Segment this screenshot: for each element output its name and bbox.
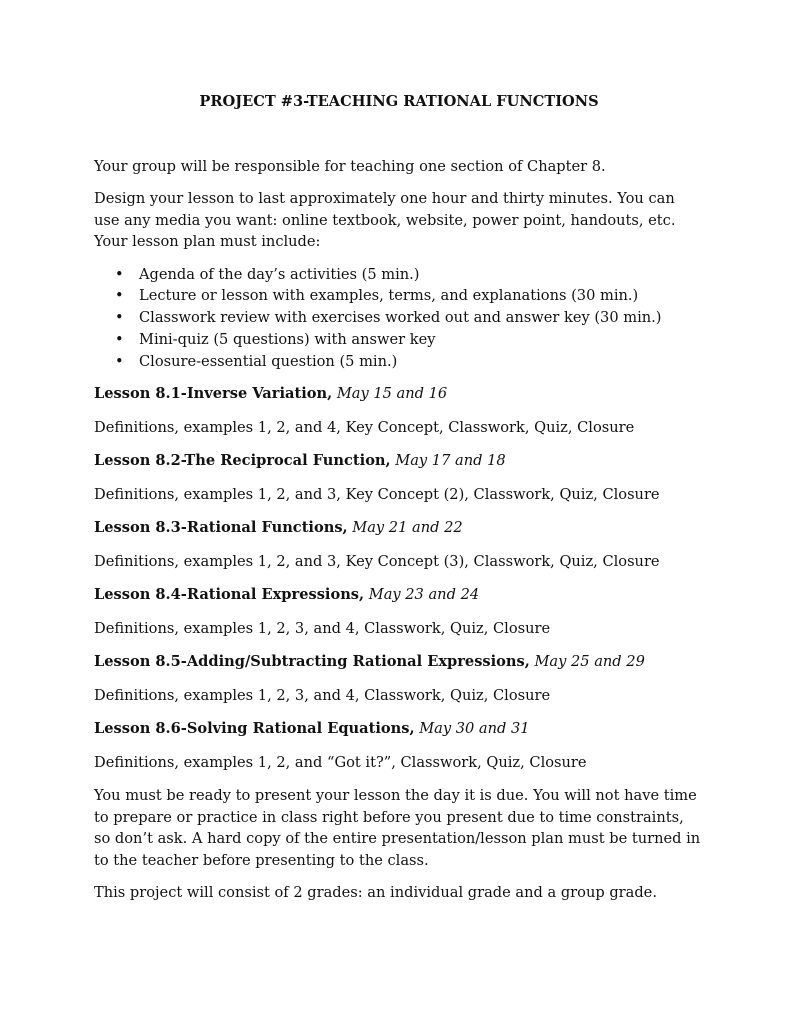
- grades-paragraph: This project will consist of 2 grades: an individual grade and a group grade.: [94, 884, 657, 902]
- list-item: • Closure-essential question (5 min.): [139, 351, 704, 373]
- lesson-description: Definitions, examples 1, 2, 3, and 4, Classwork, Quiz, Closure: [94, 686, 551, 704]
- lesson-title: Lesson 8.5-Adding/Subtracting Rational Expressions,: [94, 653, 530, 671]
- lesson-heading: [94, 383, 704, 405]
- lesson-title: Lesson 8.2-The Reciprocal Function,: [94, 452, 391, 470]
- lesson-heading: [94, 651, 704, 673]
- lesson-title: Lesson 8.1-Inverse Variation,: [94, 385, 333, 403]
- list-item: • Classwork review with exercises worked out and answer key (30 min.): [139, 307, 704, 329]
- lesson-date: May 15 and 16: [336, 385, 448, 403]
- requirements-list: [94, 264, 704, 373]
- page-title: PROJECT #3-TEACHING RATIONAL FUNCTIONS: [199, 93, 599, 110]
- lesson-date: May 17 and 18: [395, 452, 506, 470]
- lesson-heading: [94, 517, 704, 539]
- lesson-description: Definitions, examples 1, 2, 3, and 4, Classwork, Quiz, Closure: [94, 619, 551, 637]
- design-paragraph: Design your lesson to last approximately one hour and thirty minutes. You can use any media you want: online textbook, website, power point, handouts, etc. Your lesson plan must include:: [94, 190, 676, 250]
- lesson-date: May 23 and 24: [368, 586, 480, 604]
- ready-paragraph: You must be ready to present your lesson the day it is due. You will not have time to prepare or practice in class right before you present due to time constraints, so don’t ask. A hard copy of the entire presentation/lesson plan must be turned in to the teacher before presenting to the class.: [94, 787, 701, 869]
- lesson-heading: [94, 450, 704, 472]
- lesson-description: Definitions, examples 1, 2, and 3, Key Concept (2), Classwork, Quiz, Closure: [94, 485, 660, 503]
- lesson-title: Lesson 8.6-Solving Rational Equations,: [94, 720, 415, 738]
- document-page: [94, 91, 704, 915]
- lesson-description: Definitions, examples 1, 2, and 4, Key Concept, Classwork, Quiz, Closure: [94, 418, 635, 436]
- list-item: • Agenda of the day’s activities (5 min.): [139, 264, 704, 286]
- lesson-date: May 25 and 29: [534, 653, 645, 671]
- lesson-heading: [94, 584, 704, 606]
- list-item: • Mini-quiz (5 questions) with answer key: [139, 329, 704, 351]
- lesson-date: May 21 and 22: [352, 519, 463, 537]
- lesson-heading: [94, 718, 704, 740]
- lesson-title: Lesson 8.3-Rational Functions,: [94, 519, 348, 537]
- lesson-date: May 30 and 31: [419, 720, 530, 738]
- lesson-title: Lesson 8.4-Rational Expressions,: [94, 586, 365, 604]
- lesson-description: Definitions, examples 1, 2, and “Got it?”, Classwork, Quiz, Closure: [94, 753, 587, 771]
- intro-paragraph: Your group will be responsible for teaching one section of Chapter 8.: [94, 157, 606, 175]
- list-item: • Lecture or lesson with examples, terms, and explanations (30 min.): [139, 285, 704, 307]
- lesson-description: Definitions, examples 1, 2, and 3, Key Concept (3), Classwork, Quiz, Closure: [94, 552, 660, 570]
